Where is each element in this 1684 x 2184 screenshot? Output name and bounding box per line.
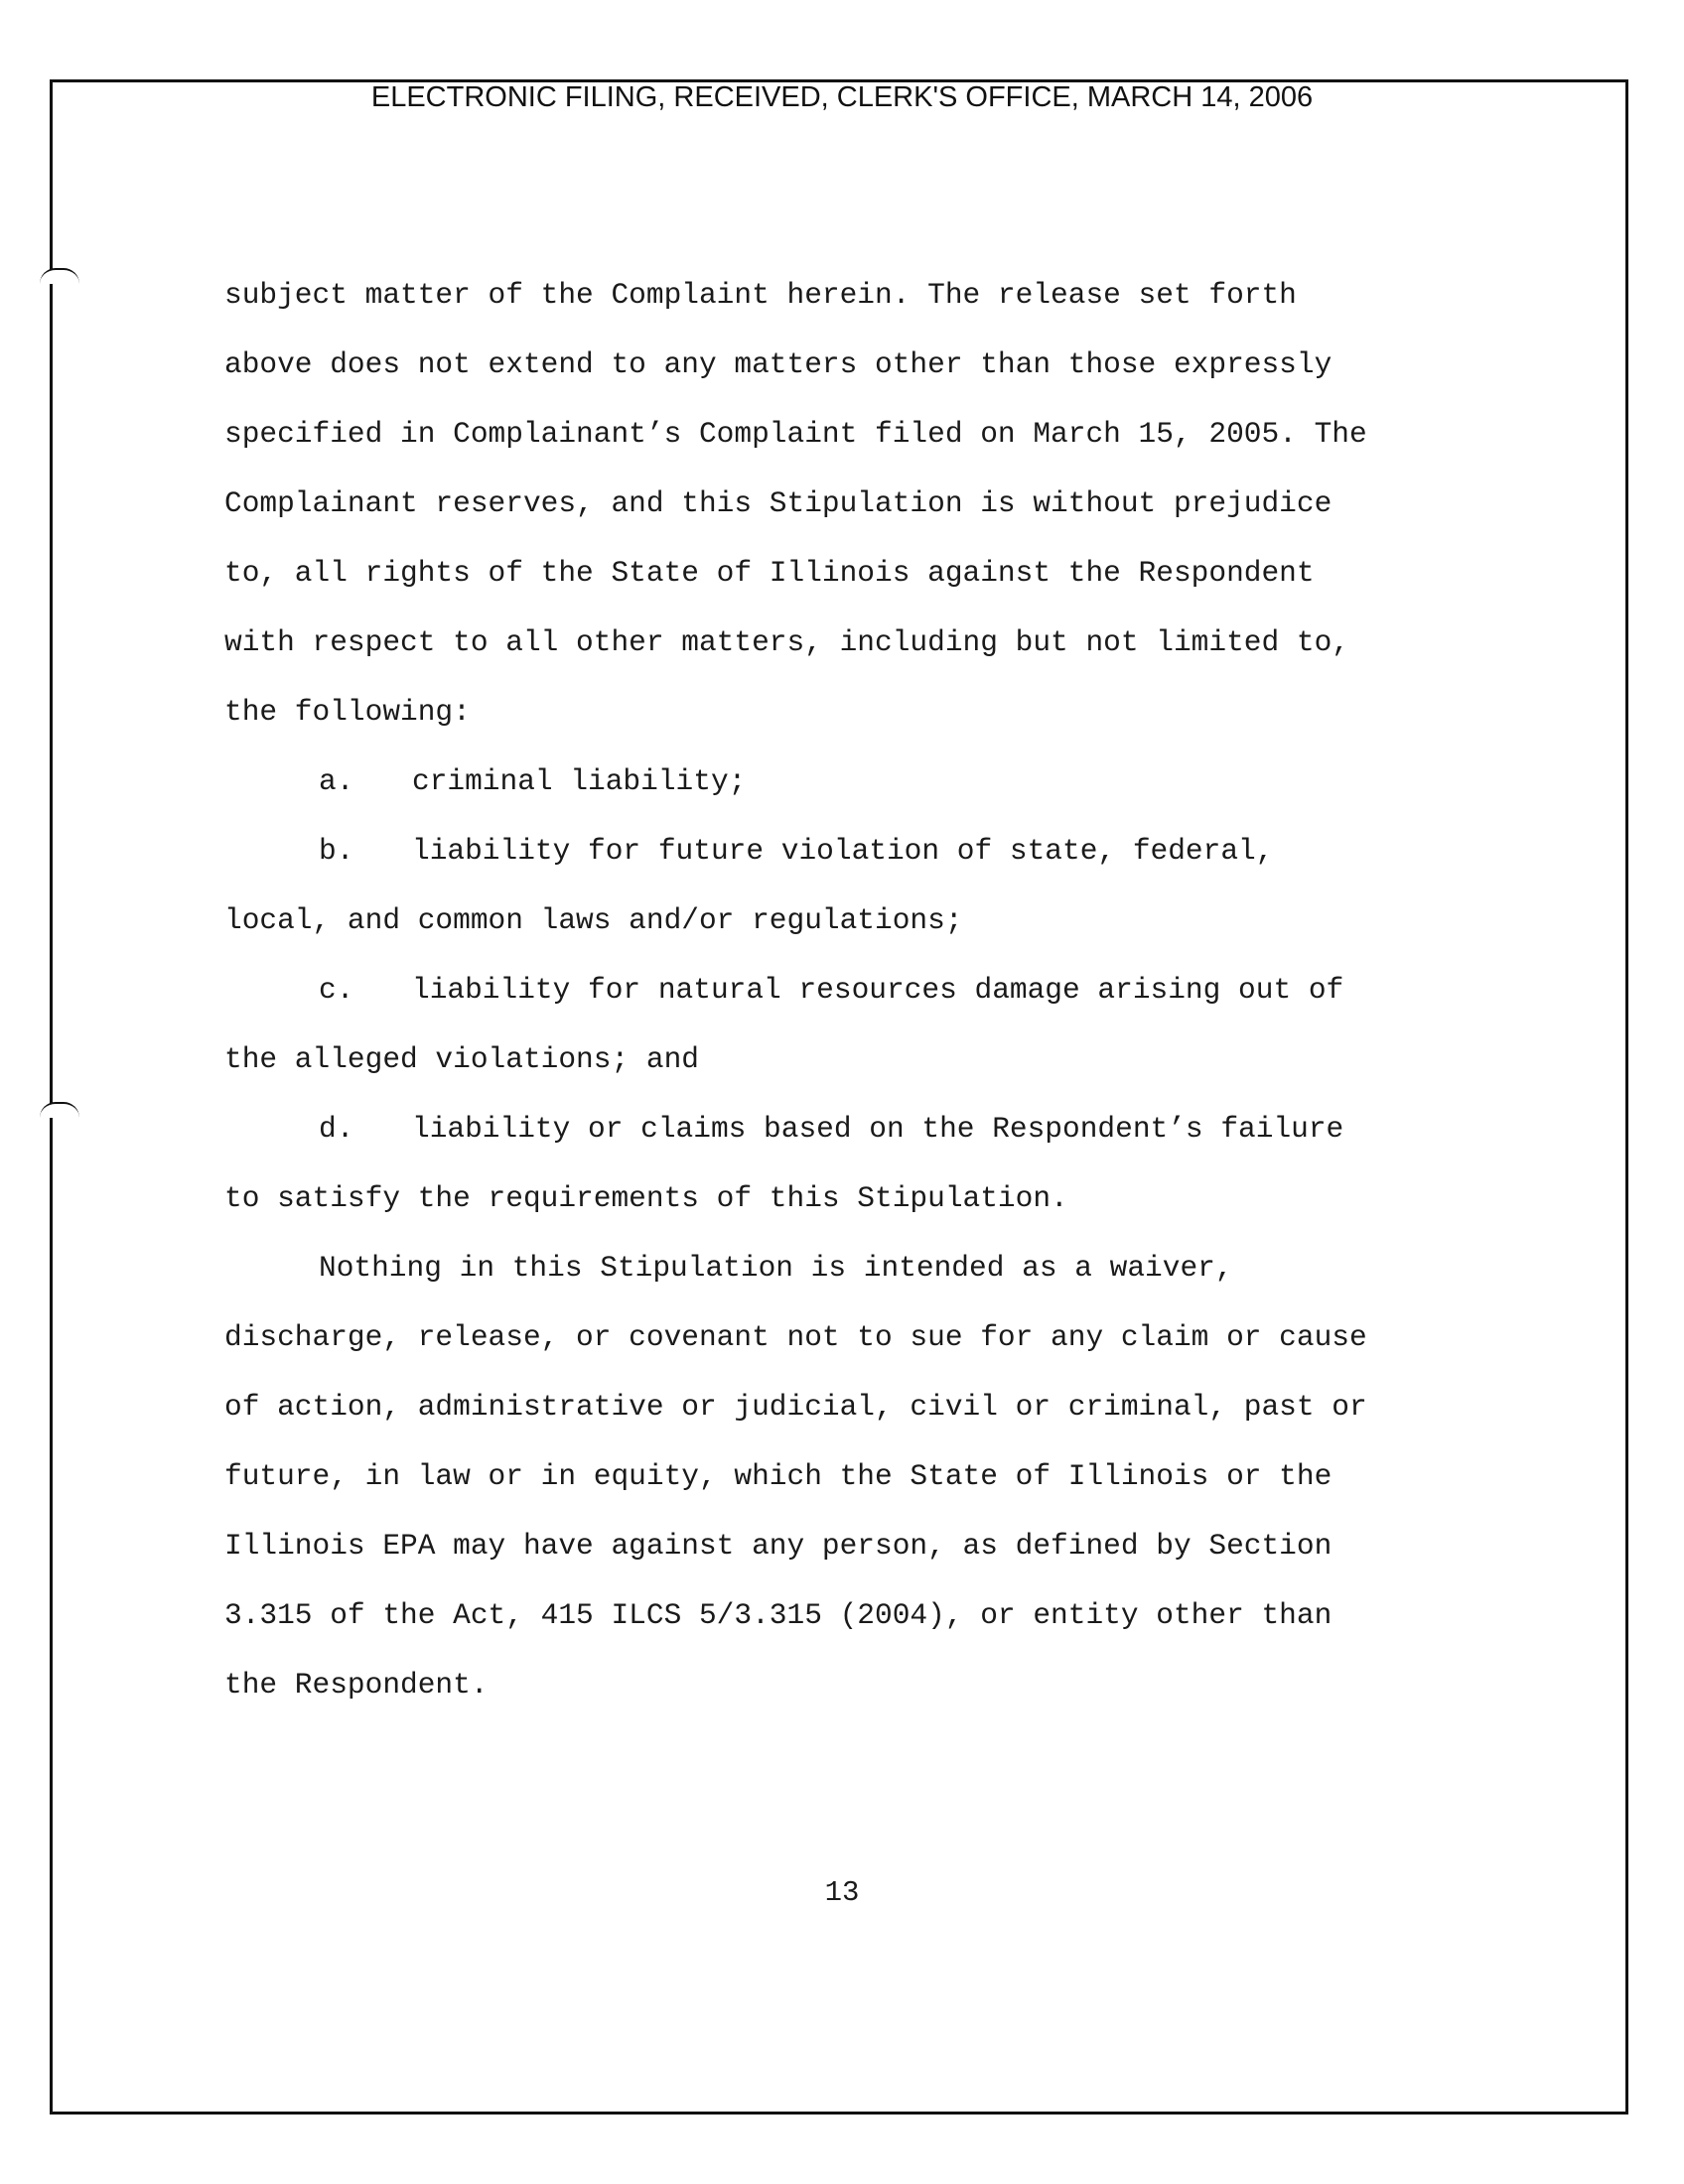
text-line: future, in law or in equity, which the State of Illinois or the: [224, 1459, 1333, 1493]
paragraph-release: [224, 260, 1475, 747]
list-item: [224, 816, 1475, 955]
text-line: Nothing in this Stipulation is intended as a waiver,: [319, 1251, 1233, 1285]
text-line: of action, administrative or judicial, civil or criminal, past or: [224, 1390, 1367, 1424]
text-line: above does not extend to any matters other than those expressly: [224, 347, 1333, 381]
list-item-continuation: to satisfy the requirements of this Stipulation.: [224, 1181, 1068, 1215]
text-line: Complainant reserves, and this Stipulation is without prejudice: [224, 486, 1333, 520]
filing-stamp: ELECTRONIC FILING, RECEIVED, CLERK'S OFFICE, MARCH 14, 2006: [370, 81, 1314, 113]
list-item-label: c.: [319, 973, 354, 1007]
text-line: the following:: [224, 695, 471, 729]
list-item-text: liability or claims based on the Respondent’s failure: [412, 1112, 1344, 1146]
paragraph-no-waiver: [224, 1233, 1475, 1719]
list-item-continuation: the alleged violations; and: [224, 1042, 699, 1076]
text-line: subject matter of the Complaint herein. The release set forth: [224, 278, 1297, 312]
text-line: to, all rights of the State of Illinois against the Respondent: [224, 556, 1315, 590]
text-line: with respect to all other matters, including but not limited to,: [224, 625, 1349, 659]
list-item-text: liability for natural resources damage arising out of: [412, 973, 1344, 1007]
document-body: [224, 260, 1475, 1719]
list-item: [224, 1094, 1475, 1233]
list-item: [224, 955, 1475, 1094]
text-line: specified in Complainant’s Complaint filed on March 15, 2005. The: [224, 417, 1367, 451]
list-item-text: criminal liability;: [412, 764, 747, 798]
list-item: [224, 747, 1475, 816]
text-line: discharge, release, or covenant not to sue for any claim or cause: [224, 1320, 1367, 1354]
list-item-label: b.: [319, 834, 354, 868]
list-item-label: d.: [319, 1112, 354, 1146]
reserved-matters-list: [224, 747, 1475, 1233]
page-number: 13: [824, 1876, 860, 1909]
list-item-label: a.: [319, 764, 354, 798]
text-line: the Respondent.: [224, 1668, 489, 1702]
text-line: Illinois EPA may have against any person, as defined by Section: [224, 1529, 1333, 1563]
list-item-text: liability for future violation of state, federal,: [412, 834, 1274, 868]
list-item-continuation: local, and common laws and/or regulations;: [224, 903, 963, 937]
text-line: 3.315 of the Act, 415 ILCS 5/3.315 (2004), or entity other than: [224, 1598, 1333, 1632]
